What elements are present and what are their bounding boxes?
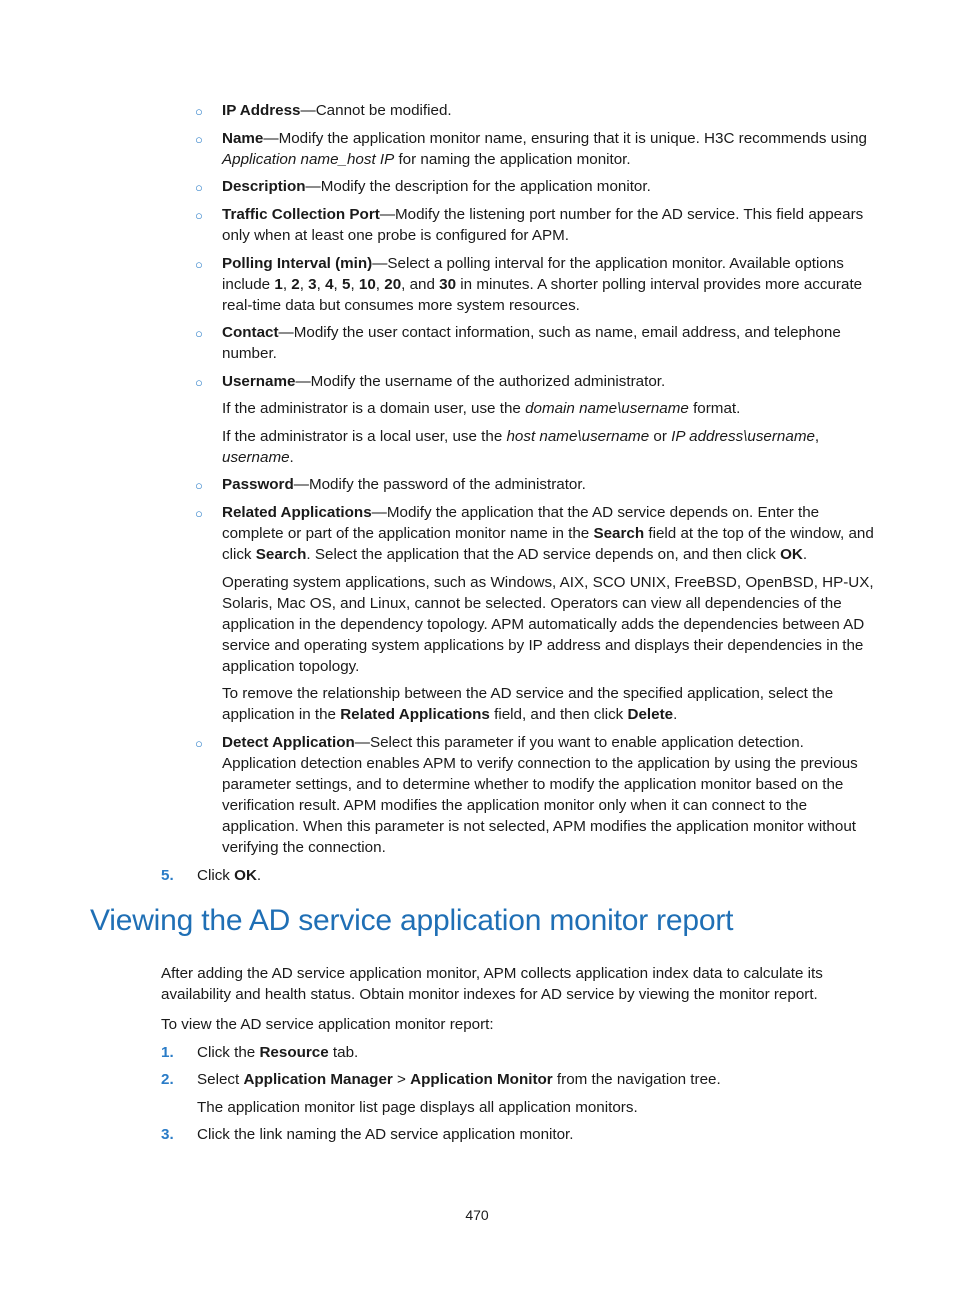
circle-bullet-icon: ○ (195, 375, 203, 390)
list-item: ○ Detect Application—Select this parameter if you want to enable application detection. Application detection enables APM to verify connection to the application by using the previous parameter settings, and to determine whether to modify the application monitor based on the verification result. APM modifies the application monitor only when it can connect to the application. When this parameter is not selected, APM modifies the application monitor without verifying the connection. (195, 734, 858, 856)
step-item: 3. Click the link naming the AD service application monitor. (161, 1126, 574, 1143)
list-item: ○ Contact—Modify the user contact information, such as name, email address, and telephone number. (195, 324, 841, 362)
circle-bullet-icon: ○ (195, 506, 203, 521)
step-item: 2. Select Application Manager > Application Monitor from the navigation tree. (161, 1071, 721, 1088)
paragraph: If the administrator is a local user, use the host name\username or IP address\username, username. (222, 428, 820, 466)
circle-bullet-icon: ○ (195, 736, 203, 751)
lead-paragraph: To view the AD service application monitor report: (161, 1016, 494, 1033)
paragraph: To remove the relationship between the AD service and the specified application, select the application in the Related Applications field, and then click Delete. (222, 685, 834, 723)
circle-bullet-icon: ○ (195, 132, 203, 147)
step-item: 1. Click the Resource tab. (161, 1044, 359, 1061)
list-item: ○ Password—Modify the password of the administrator. (196, 474, 876, 495)
circle-bullet-icon: ○ (195, 478, 203, 493)
paragraph: If the administrator is a domain user, use the domain name\username format. (222, 400, 741, 417)
step-item: 5. Click OK. (161, 867, 262, 884)
list-item: ○ Description—Modify the description for the application monitor. (196, 176, 876, 197)
list-item: ○ Name—Modify the application monitor name, ensuring that it is unique. H3C recommends using Application name_host IP for naming the application monitor. (195, 130, 867, 168)
circle-bullet-icon: ○ (195, 180, 203, 195)
list-item: ○ Polling Interval (min)—Select a polling interval for the application monitor. Available options include 1, 2, 3, 4, 5, 10, 20, and 30 in minutes. A shorter polling interval provides more accurate real-time data but consumes more system resources. (195, 255, 863, 314)
step-note: The application monitor list page displays all application monitors. (197, 1099, 638, 1116)
circle-bullet-icon: ○ (195, 104, 203, 119)
circle-bullet-icon: ○ (195, 326, 203, 341)
circle-bullet-icon: ○ (195, 208, 203, 223)
list-item: ○ Related Applications—Modify the application that the AD service depends on. Enter the complete or part of the application monitor name in the Search field at the top of the window, and click Search. Select the application that the AD service depends on, and then click OK. (195, 504, 874, 563)
list-item: ○ Traffic Collection Port—Modify the listening port number for the AD service. This field appears only when at least one probe is configured for APM. (195, 206, 864, 244)
circle-bullet-icon: ○ (195, 257, 203, 272)
section-heading: Viewing the AD service application monitor report (90, 904, 734, 937)
list-item: ○ Username—Modify the username of the authorized administrator. (196, 371, 876, 392)
list-item: ○ IP Address—Cannot be modified. (196, 100, 876, 121)
paragraph: Operating system applications, such as Windows, AIX, SCO UNIX, FreeBSD, OpenBSD, HP-UX, Solaris, Mac OS, and Linux, cannot be selected. Operators can view all dependencies of the application in the dependency topology. APM automatically adds the dependencies between AD service and operating system applications by IP address and displays their dependencies in the application topology. (222, 574, 874, 675)
page-number: 470 (465, 1207, 489, 1223)
intro-paragraph: After adding the AD service application monitor, APM collects application index data to calculate its availability and health status. Obtain monitor indexes for AD service by viewing the monitor report. (161, 965, 823, 1003)
